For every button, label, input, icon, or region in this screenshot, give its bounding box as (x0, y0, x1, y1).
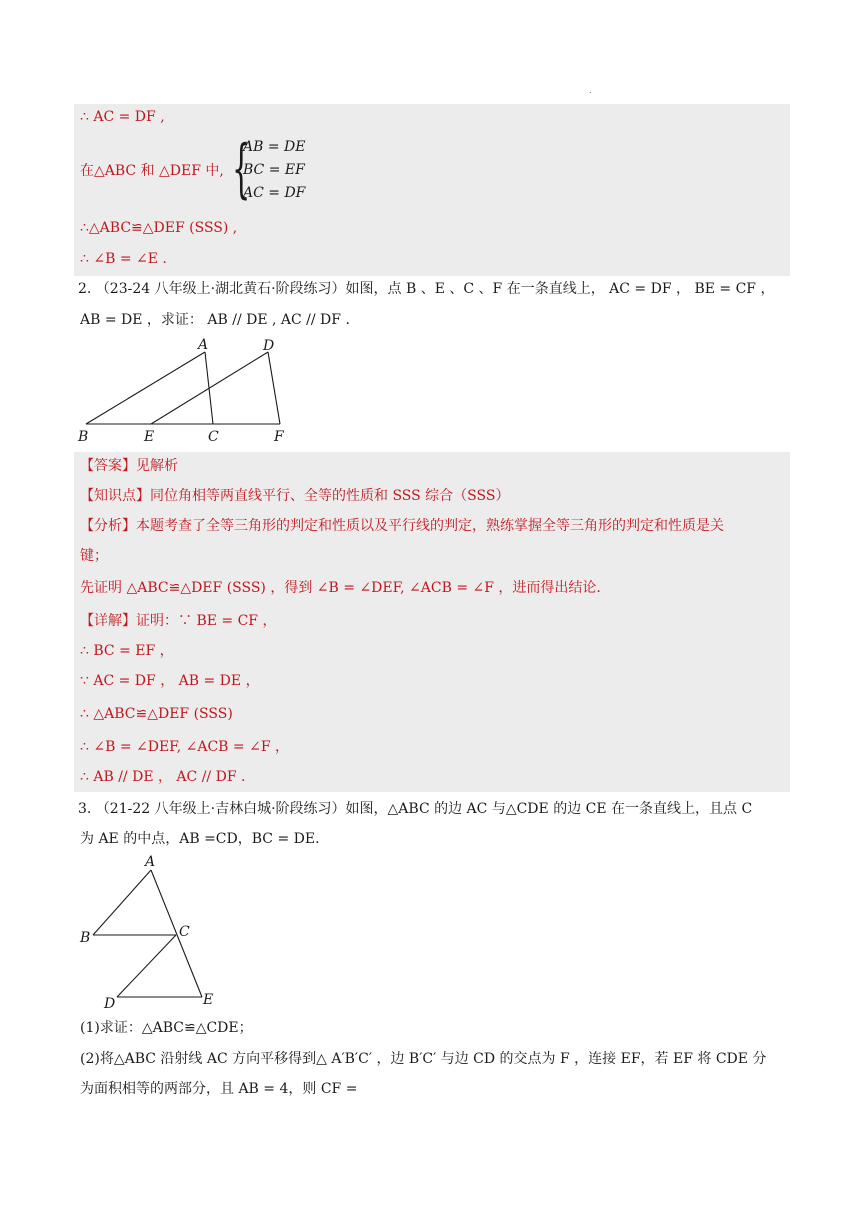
q2-analysis-2: 键； (80, 548, 108, 564)
q2-label-e: E (144, 429, 155, 445)
q3-part-1: (1)求证：△ABC≌△CDE； (80, 1020, 253, 1036)
q2-label-f: F (274, 429, 284, 445)
q3-figure (74, 852, 224, 1012)
system-eq-1: AB = DE (243, 139, 306, 155)
q2-segment-de (151, 352, 268, 424)
page-mark: . (589, 86, 592, 95)
q2-label-d: D (263, 338, 275, 354)
q2-detail-1: 【详解】证明：∵ BE = CF ， (80, 613, 277, 629)
q3-stem-line-2: 为 AE 的中点，AB =CD，BC = DE. (80, 831, 320, 847)
q2-segment-ab (86, 352, 205, 424)
q2-detail-5: ∴ ∠B = ∠DEF, ∠ACB = ∠F ， (80, 739, 289, 755)
q3-segment-ab (93, 870, 151, 935)
q2-label-a: A (198, 337, 209, 353)
q2-detail-4: ∴ △ABC≌△DEF (SSS) (80, 706, 233, 722)
q2-detail-2: ∴ BC = EF ， (80, 643, 174, 659)
q3-label-c: C (179, 924, 190, 940)
q3-part-2-line-1: (2)将△ABC 沿射线 AC 方向平移得到△ A′B′C′ ，边 B′C′ 与边 CD 的交点为 F ，连接 EF，若 EF 将 CDE 分 (80, 1051, 767, 1067)
q3-label-e: E (203, 992, 214, 1008)
q3-part-2-line-2: 为面积相等的两部分，且 AB = 4，则 CF = (80, 1081, 358, 1097)
q2-analysis-1: 【分析】本题考查了全等三角形的判定和性质以及平行线的判定，熟练掌握全等三角形的判定和性质是关 (80, 518, 724, 534)
q3-label-a: A (145, 854, 156, 870)
prev-line-3: ∴△ABC≌△DEF (SSS) , (80, 220, 238, 236)
system-eq-2: BC = EF (243, 162, 305, 178)
q2-figure (74, 334, 294, 446)
q3-stem-line-1: 3. （21-22 八年级上·吉林白城·阶段练习）如图，△ABC 的边 AC 与△CDE 的边 CE 在一条直线上，且点 C (78, 801, 753, 817)
prev-solution-panel (74, 104, 790, 276)
q2-stem-line-2: AB = DE ，求证： AB // DE , AC // DF . (80, 312, 350, 328)
q2-analysis-3: 先证明 △ABC≌△DEF (SSS) ，得到 ∠B = ∠DEF, ∠ACB = ∠F ，进而得出结论. (80, 580, 601, 596)
prev-line-1: ∴ AC = DF , (80, 109, 165, 125)
prev-line-4: ∴ ∠B = ∠E . (80, 251, 167, 267)
q2-detail-3: ∵ AC = DF ， AB = DE ， (80, 673, 260, 689)
q2-segment-df (268, 352, 280, 424)
q3-segment-cd (117, 935, 176, 997)
q2-label-b: B (78, 429, 89, 445)
q2-answer: 【答案】见解析 (80, 458, 178, 474)
system-eq-3: AC = DF (243, 185, 306, 201)
q2-stem-line-1: 2. （23-24 八年级上·湖北黄石·阶段练习）如图，点 B 、E 、C 、F 在一条直线上， AC = DF ， BE = CF ， (78, 281, 775, 297)
q3-label-d: D (104, 996, 116, 1012)
system-brace: { (232, 132, 251, 206)
q2-knowledge: 【知识点】同位角相等两直线平行、全等的性质和 SSS 综合（SSS） (80, 488, 510, 504)
prev-line-2: 在△ABC 和 △DEF 中, (80, 163, 224, 179)
q2-label-c: C (208, 429, 219, 445)
q3-segment-ae (151, 870, 202, 997)
q2-detail-6: ∴ AB // DE ， AC // DF . (80, 769, 246, 785)
q3-label-b: B (80, 930, 91, 946)
